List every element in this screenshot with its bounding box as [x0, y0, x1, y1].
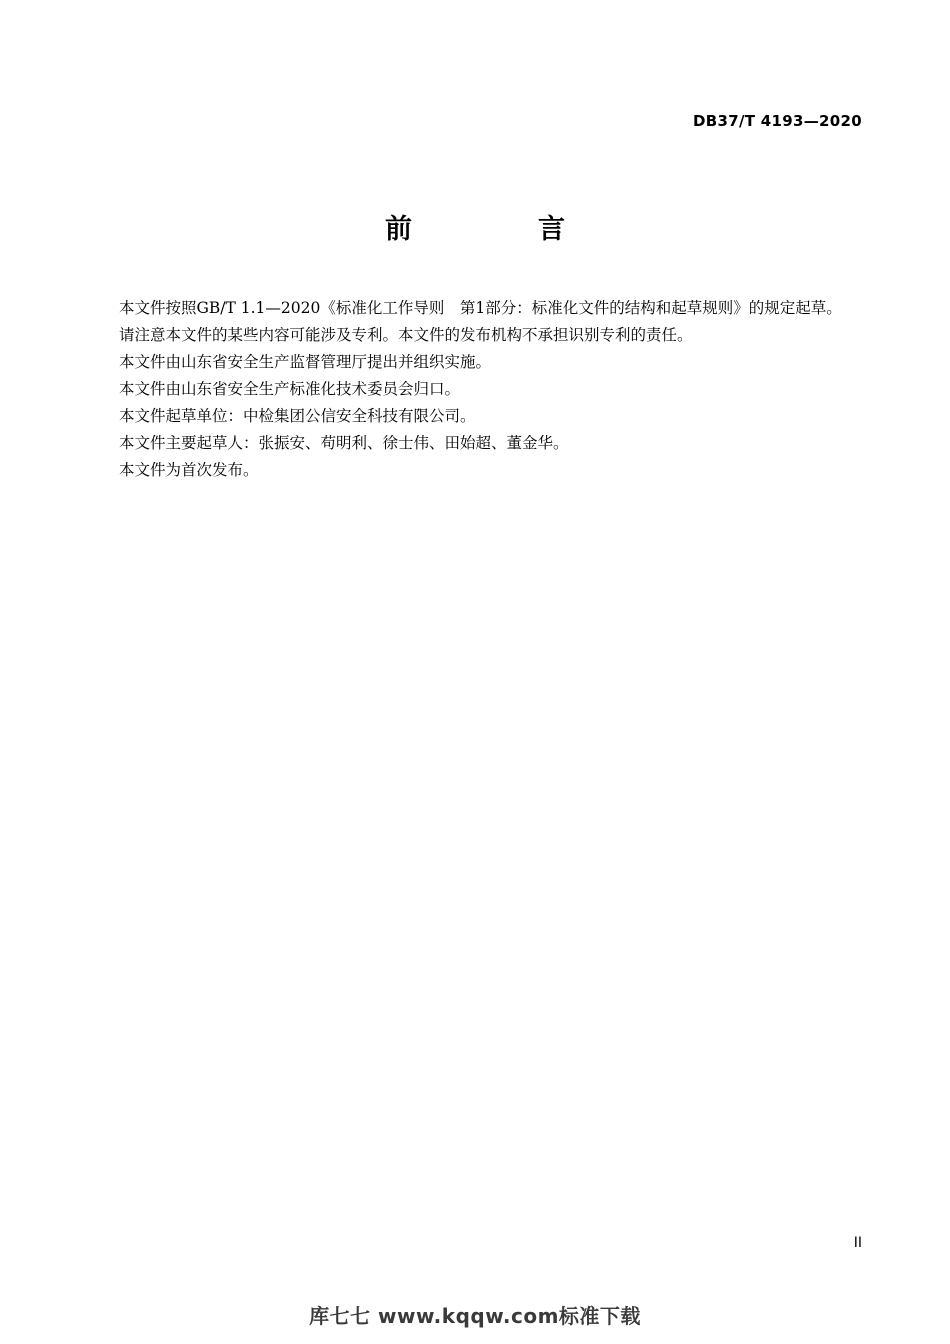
paragraph: 请注意本文件的某些内容可能涉及专利。本文件的发布机构不承担识别专利的责任。: [119, 326, 693, 344]
standard-number-header: DB37/T 4193—2020: [693, 112, 862, 130]
page-number: II: [853, 1235, 862, 1251]
page-title: 前 言: [385, 214, 589, 245]
paragraph: 本文件主要起草人：张振安、苟明利、徐士伟、田始超、董金华。: [119, 434, 569, 452]
footer-watermark: 库七七 www.kqqw.com标准下载: [309, 1304, 641, 1328]
paragraph: 本文件由山东省安全生产监督管理厅提出并组织实施。: [119, 353, 492, 371]
paragraph: 本文件起草单位：中检集团公信安全科技有限公司。: [119, 407, 476, 425]
paragraph: 本文件为首次发布。: [119, 461, 259, 479]
paragraph: 本文件由山东省安全生产标准化技术委员会归口。: [119, 380, 461, 398]
foreword-body: [88, 296, 863, 484]
paragraph: 本文件按照GB/T 1.1—2020《标准化工作导则 第1部分：标准化文件的结构和起草规则》的规定起草。: [119, 299, 842, 317]
